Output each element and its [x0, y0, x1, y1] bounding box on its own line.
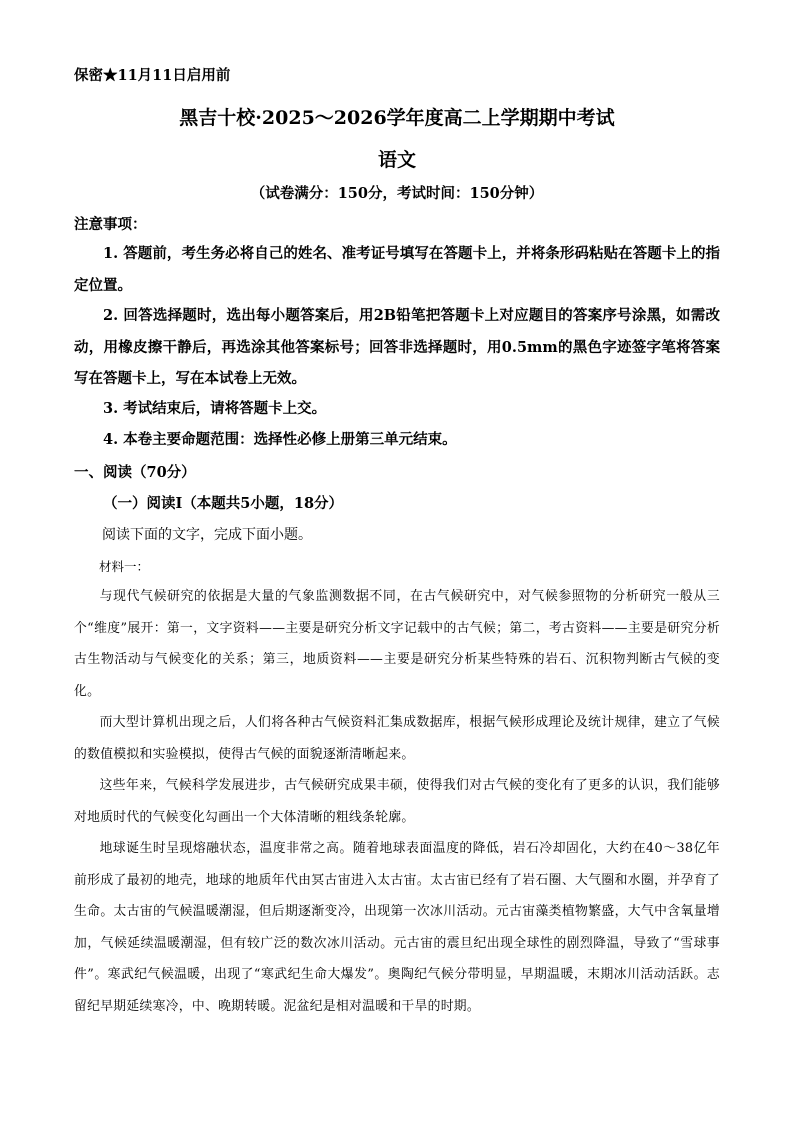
material-paragraph-1: 与现代气候研究的依据是大量的气象监测数据不同，在古气候研究中，对气候参照物的分析研究一般从三个“维度”展开：第一，文字资料——主要是研究分析文字记载中的古气候；第二，考古资料——主要是研究分析古生物活动与气候变化的关系；第三，地质资料——主要是研究分析某些特殊的岩石、沉积物判断古气候的变化。	[74, 589, 720, 699]
subsection-heading: （一）阅读Ⅰ（本题共5小题，18分）	[103, 495, 344, 512]
subject-title: 语文	[377, 149, 416, 171]
notice-item-4: 4. 本卷主要命题范围：选择性必修上册第三单元结束。	[103, 431, 457, 448]
section-heading: 一、阅读（70分）	[74, 464, 196, 481]
notice-item-1: 1. 答题前，考生务必将自己的姓名、准考证号填写在答题卡上，并将条形码粘贴在答题卡上的指定位置。	[74, 245, 720, 294]
material-paragraph-3: 这些年来，气候科学发展进步，古气候研究成果丰硕，使得我们对古气候的变化有了更多的认识，我们能够对地质时代的气候变化勾画出一个大体清晰的粗线条轮廓。	[74, 778, 720, 825]
notice-item-2: 2. 回答选择题时，选出每小题答案后，用2B铅笔把答题卡上对应题目的答案序号涂黑，如需改动，用橡皮擦干静后，再选涂其他答案标号；回答非选择题时，用0.5mm的黑色字迹签字笔将答案写在答题卡上，写在本试卷上无效。	[74, 307, 720, 387]
reading-instruction: 阅读下面的文字，完成下面小题。	[102, 527, 312, 543]
score-time-info: （试卷满分：150分，考试时间：150分钟）	[250, 185, 544, 202]
notice-heading: 注意事项：	[74, 216, 147, 233]
material-label: 材料一：	[99, 559, 150, 574]
notice-item-3: 3. 考试结束后，请将答题卡上交。	[103, 400, 327, 417]
material-paragraph-2: 而大型计算机出现之后，人们将各种古气候资料汇集成数据库，根据气候形成理论及统计规律，建立了气候的数值模拟和实验模拟，使得古气候的面貌逐渐清晰起来。	[74, 715, 720, 762]
exam-title: 黑吉十校·2025～2026学年度高二上学期期中考试	[179, 107, 615, 129]
confidential-notice: 保密★11月11日启用前	[74, 67, 231, 84]
material-paragraph-4: 地球诞生时呈现熔融状态，温度非常之高。随着地球表面温度的降低，岩石冷却固化，大约在40～38亿年前形成了最初的地壳，地球的地质年代由冥古宙进入太古宙。太古宙已经有了岩石圈、大气圈和水圈，并孕育了生命。太古宙的气候温暖潮湿，但后期逐渐变冷，出现第一次冰川活动。元古宙藻类植物繁盛，大气中含氧量增加，气候延续温暖潮湿，但有较广泛的数次冰川活动。元古宙的震旦纪出现全球性的剧烈降温，导致了“雪球事件”。寒武纪气候温暖，出现了“寒武纪生命大爆发”。奥陶纪气候分带明显，早期温暖，末期冰川活动活跃。志留纪早期延续寒冷，中、晚期转暖。泥盆纪是相对温暖和干旱的时期。	[74, 841, 720, 1014]
